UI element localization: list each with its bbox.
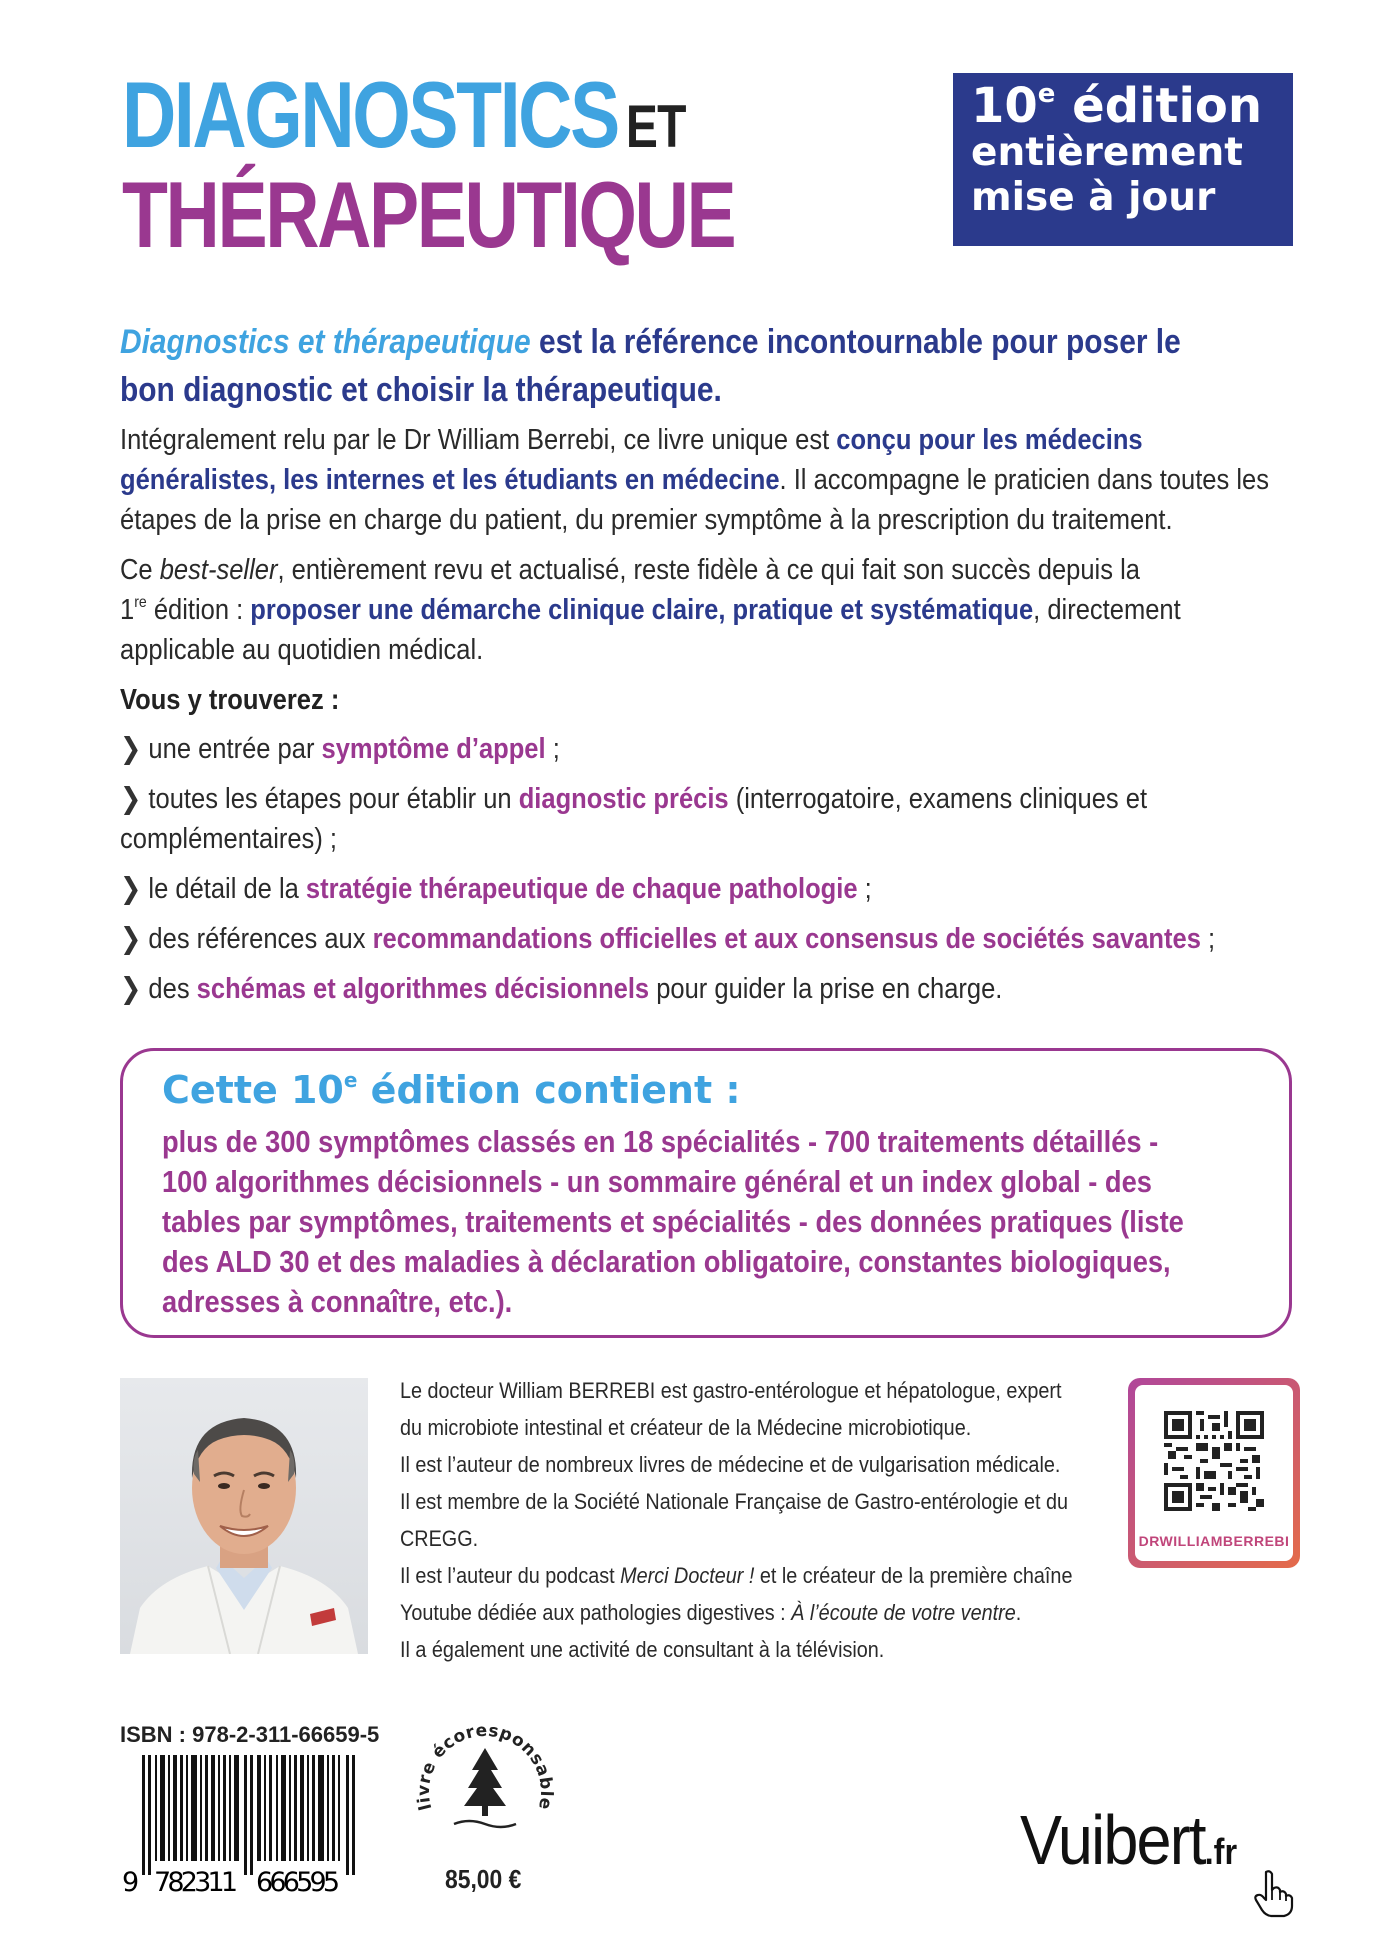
publisher-logo[interactable] [1020,1800,1237,1880]
edition-line-3: mise à jour [971,175,1216,221]
para2-text-2: édition : [146,594,251,626]
para1-text-3: étapes de la prise en charge du patient, du premier symptôme à la prescription du traitement. [120,504,1173,536]
author-line: Il est l’auteur du podcast [400,1563,621,1588]
title-diagnostics: DIAGNOSTICS [122,62,618,167]
bullet-text-cont: complémentaires) ; [120,823,338,855]
contents-line: des ALD 30 et des maladies à déclaration obligatoire, constantes biologiques, [162,1244,1171,1279]
qr-code-icon [1164,1411,1264,1511]
title-et: ET [625,93,686,160]
bullet-text: une entrée par [148,733,322,765]
list-heading [120,680,1300,720]
bullet-highlight: stratégie thérapeutique de chaque pathologie [305,873,858,905]
contents-box-text [162,1122,1262,1322]
para1-text-2: . Il accompagne le praticien dans toutes les [779,464,1269,496]
bullet-highlight: recommandations officielles et aux consensus de sociétés savantes [372,923,1201,955]
author-line: Youtube dédiée aux pathologies digestives : [400,1600,792,1625]
bullet-highlight: diagnostic précis [518,783,729,815]
title-line-2: THÉRAPEUTIQUE [122,162,735,267]
contents-line: tables par symptômes, traitements et spécialités - des données pratiques (liste [162,1204,1184,1239]
bullet-text-end: ; [857,873,872,905]
author-line: . [1015,1600,1022,1625]
para2-sup: re [134,594,147,611]
price: 85,00 € [445,1864,522,1894]
para2-text-4: applicable au quotidien médical. [120,634,484,666]
bullet-text: toutes les étapes pour établir un [148,783,519,815]
eco-badge-icon [414,1706,556,1838]
list-item [120,919,1300,959]
bullet-text: des [148,973,197,1005]
edition-word: édition [1055,78,1263,134]
podcast-name: Merci Docteur ! [620,1563,755,1588]
para2-text: Ce [120,554,160,586]
para1-highlight: conçu pour les médecins [836,424,1143,456]
barcode-digit-first: 9 [122,1867,140,1898]
eco-badge-text: livre écoresponsable [414,1720,556,1813]
contents-title-a: Cette 10 [162,1068,344,1112]
contents-title-b: édition contient : [357,1068,741,1112]
isbn: ISBN : 978-2-311-66659-5 [120,1722,380,1747]
pointer-hand-icon [1252,1868,1298,1923]
bullet-highlight: schémas et algorithmes décisionnels [196,973,650,1005]
list-item [120,969,1300,1009]
tree-icon [464,1748,506,1816]
barcode-digits-right: 666595 [256,1867,340,1898]
list-heading-text: Vous y trouverez : [120,684,340,716]
author-line: Il a également une activité de consultant à la télévision. [400,1637,885,1662]
para1-highlight-2: généralistes, les internes et les étudiants en médecine [120,464,780,496]
qr-label: DRWILLIAMBERREBI [1138,1533,1290,1549]
list-item [120,779,1300,859]
author-portrait [120,1378,368,1654]
edition-number: 10 [971,78,1038,134]
edition-line-2: entièrement [971,130,1243,176]
edition-sup: e [1037,79,1056,109]
bullet-text-end: pour guider la prise en charge. [649,973,1003,1005]
edition-badge [953,73,1293,246]
author-line: CREGG. [400,1526,479,1551]
contents-box-title [162,1068,741,1112]
contents-line: 100 algorithmes décisionnels - un sommaire général et un index global - des [162,1164,1152,1199]
bullet-text-end: ; [1200,923,1216,955]
author-bio [400,1372,1093,1668]
para2-italic: best-seller [159,554,278,586]
para1-text: Intégralement relu par le Dr William Berrebi, ce livre unique est [120,424,837,456]
contents-line: adresses à connaître, etc.). [162,1284,513,1319]
qr-code-badge[interactable] [1128,1378,1300,1568]
barcode-digits-left: 782311 [154,1867,238,1898]
lead-italic: Diagnostics et thérapeutique [120,323,531,361]
publisher-tld: .fr [1204,1831,1238,1872]
bullet-text: des références aux [148,923,373,955]
barcode-icon [120,1755,380,1900]
author-line: du microbiote intestinal et créateur de la Médecine microbiotique. [400,1415,972,1440]
author-photo [120,1378,368,1654]
bullet-text: le détail de la [148,873,306,905]
contents-title-sup: e [343,1068,358,1092]
lead-text-2: bon diagnostic et choisir la thérapeutique. [120,371,722,409]
para2-num: 1 [120,594,135,626]
para2-highlight: proposer une démarche clinique claire, pratique et systématique [250,594,1034,626]
para2-text-b: , entièrement revu et actualisé, reste fidèle à ce qui fait son succès depuis la [277,554,1140,586]
list-item [120,869,1300,909]
author-line: Le docteur William BERREBI est gastro-entérologue et hépatologue, expert [400,1378,1062,1403]
bullet-text-end: (interrogatoire, examens cliniques et [728,783,1148,815]
publisher-name: Vuibert [1020,1801,1205,1879]
bullet-highlight: symptôme d’appel [321,733,546,765]
author-line: Il est l’auteur de nombreux livres de médecine et de vulgarisation médicale. [400,1452,1061,1477]
chevron-right-icon: ❯ [120,973,142,1005]
chevron-right-icon: ❯ [120,923,142,955]
chevron-right-icon: ❯ [120,783,142,815]
bestseller-paragraph [120,550,1300,670]
para2-text-3: , directement [1033,594,1181,626]
bullet-text-end: ; [545,733,560,765]
list-item [120,729,1300,769]
chevron-right-icon: ❯ [120,873,142,905]
chevron-right-icon: ❯ [120,733,142,765]
eco-badge [414,1706,556,1843]
intro-paragraph [120,420,1300,540]
title-line-1 [122,62,686,167]
lead-paragraph [120,318,1300,414]
channel-name: À l’écoute de votre ventre [791,1600,1016,1625]
author-line: et le créateur de la première chaîne [754,1563,1073,1588]
contents-line: plus de 300 symptômes classés en 18 spécialités - 700 traitements détaillés - [162,1124,1159,1159]
barcode [120,1755,380,1905]
lead-text-1: est la référence incontournable pour poser le [530,323,1181,361]
author-line: Il est membre de la Société Nationale Française de Gastro-entérologie et du [400,1489,1069,1514]
